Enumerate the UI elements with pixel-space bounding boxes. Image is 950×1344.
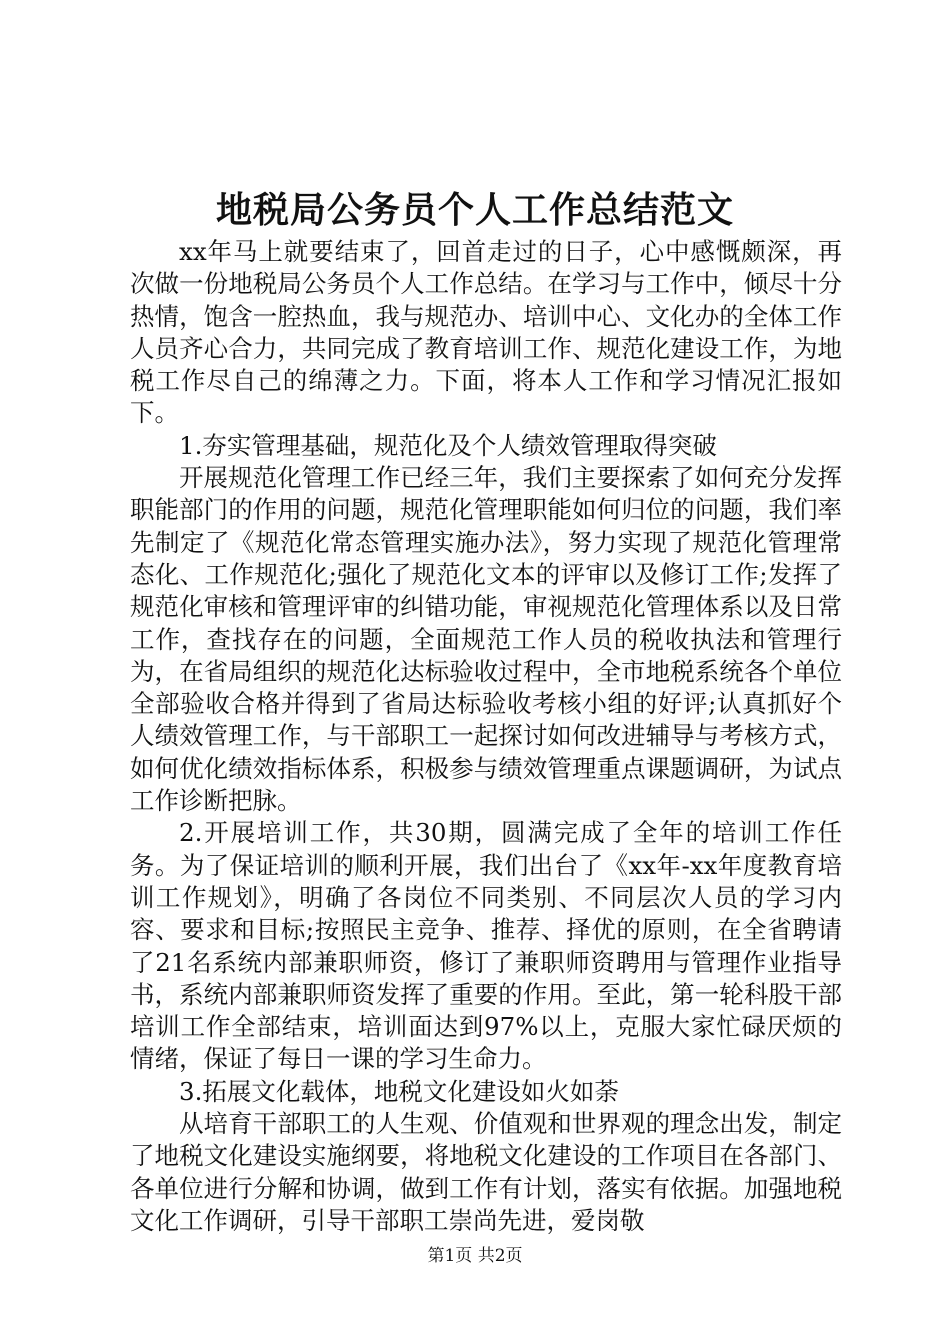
section-heading-1: 1.夯实管理基础，规范化及个人绩效管理取得突破 [179,430,717,460]
section-heading-3: 3.拓展文化载体，地税文化建设如火如荼 [179,1076,619,1106]
document-title: 地税局公务员个人工作总结范文 [215,189,734,231]
document-body [130,236,842,1237]
paragraph-section-2: 2.开展培训工作，共30期，圆满完成了全年的培训工作任务。为了保证培训的顺利开展，我们出台了《xx年-xx年度教育培训工作规划》，明确了各岗位不同类别、不同层次人员的学习内容、要求和目标;按照民主竞争、推荐、择优的原则，在全省聘请了21名系统内部兼职师资，修订了兼职师资聘用与管理作业指导书，系统内部兼职师资发挥了重要的作用。至此，第一轮科股干部培训工作全部结束，培训面达到97%以上，克服大家忙碌厌烦的情绪，保证了每日一课的学习生命力。 [130,818,842,1074]
page-number-footer: 第1页 共2页 [427,1246,523,1266]
paragraph-section-1: 开展规范化管理工作已经三年，我们主要探索了如何充分发挥职能部门的作用的问题，规范化管理职能如何归位的问题，我们率先制定了《规范化常态管理实施办法》，努力实现了规范化管理常态化、工作规范化;强化了规范化文本的评审以及修订工作;发挥了规范化审核和管理评审的纠错功能，审视规范化管理体系以及日常工作，查找存在的问题，全面规范工作人员的税收执法和管理行为，在省局组织的规范化达标验收过程中，全市地税系统各个单位全部验收合格并得到了省局达标验收考核小组的好评;认真抓好个人绩效管理工作，与干部职工一起探讨如何改进辅导与考核方式，如何优化绩效指标体系，积极参与绩效管理重点课题调研，为试点工作诊断把脉。 [130,463,842,816]
paragraph-intro: xx年马上就要结束了，回首走过的日子，心中感慨颇深，再次做一份地税局公务员个人工作总结。在学习与工作中，倾尽十分热情，饱含一腔热血，我与规范办、培训中心、文化办的全体工作人员齐心合力，共同完成了教育培训工作、规范化建设工作，为地税工作尽自己的绵薄之力。下面，将本人工作和学习情况汇报如下。 [130,237,842,428]
paragraph-section-3: 从培育干部职工的人生观、价值观和世界观的理念出发，制定了地税文化建设实施纲要，将地税文化建设的工作项目在各部门、各单位进行分解和协调，做到工作有计划，落实有依据。加强地税文化工作调研，引导干部职工崇尚先进，爱岗敬 [130,1109,842,1235]
